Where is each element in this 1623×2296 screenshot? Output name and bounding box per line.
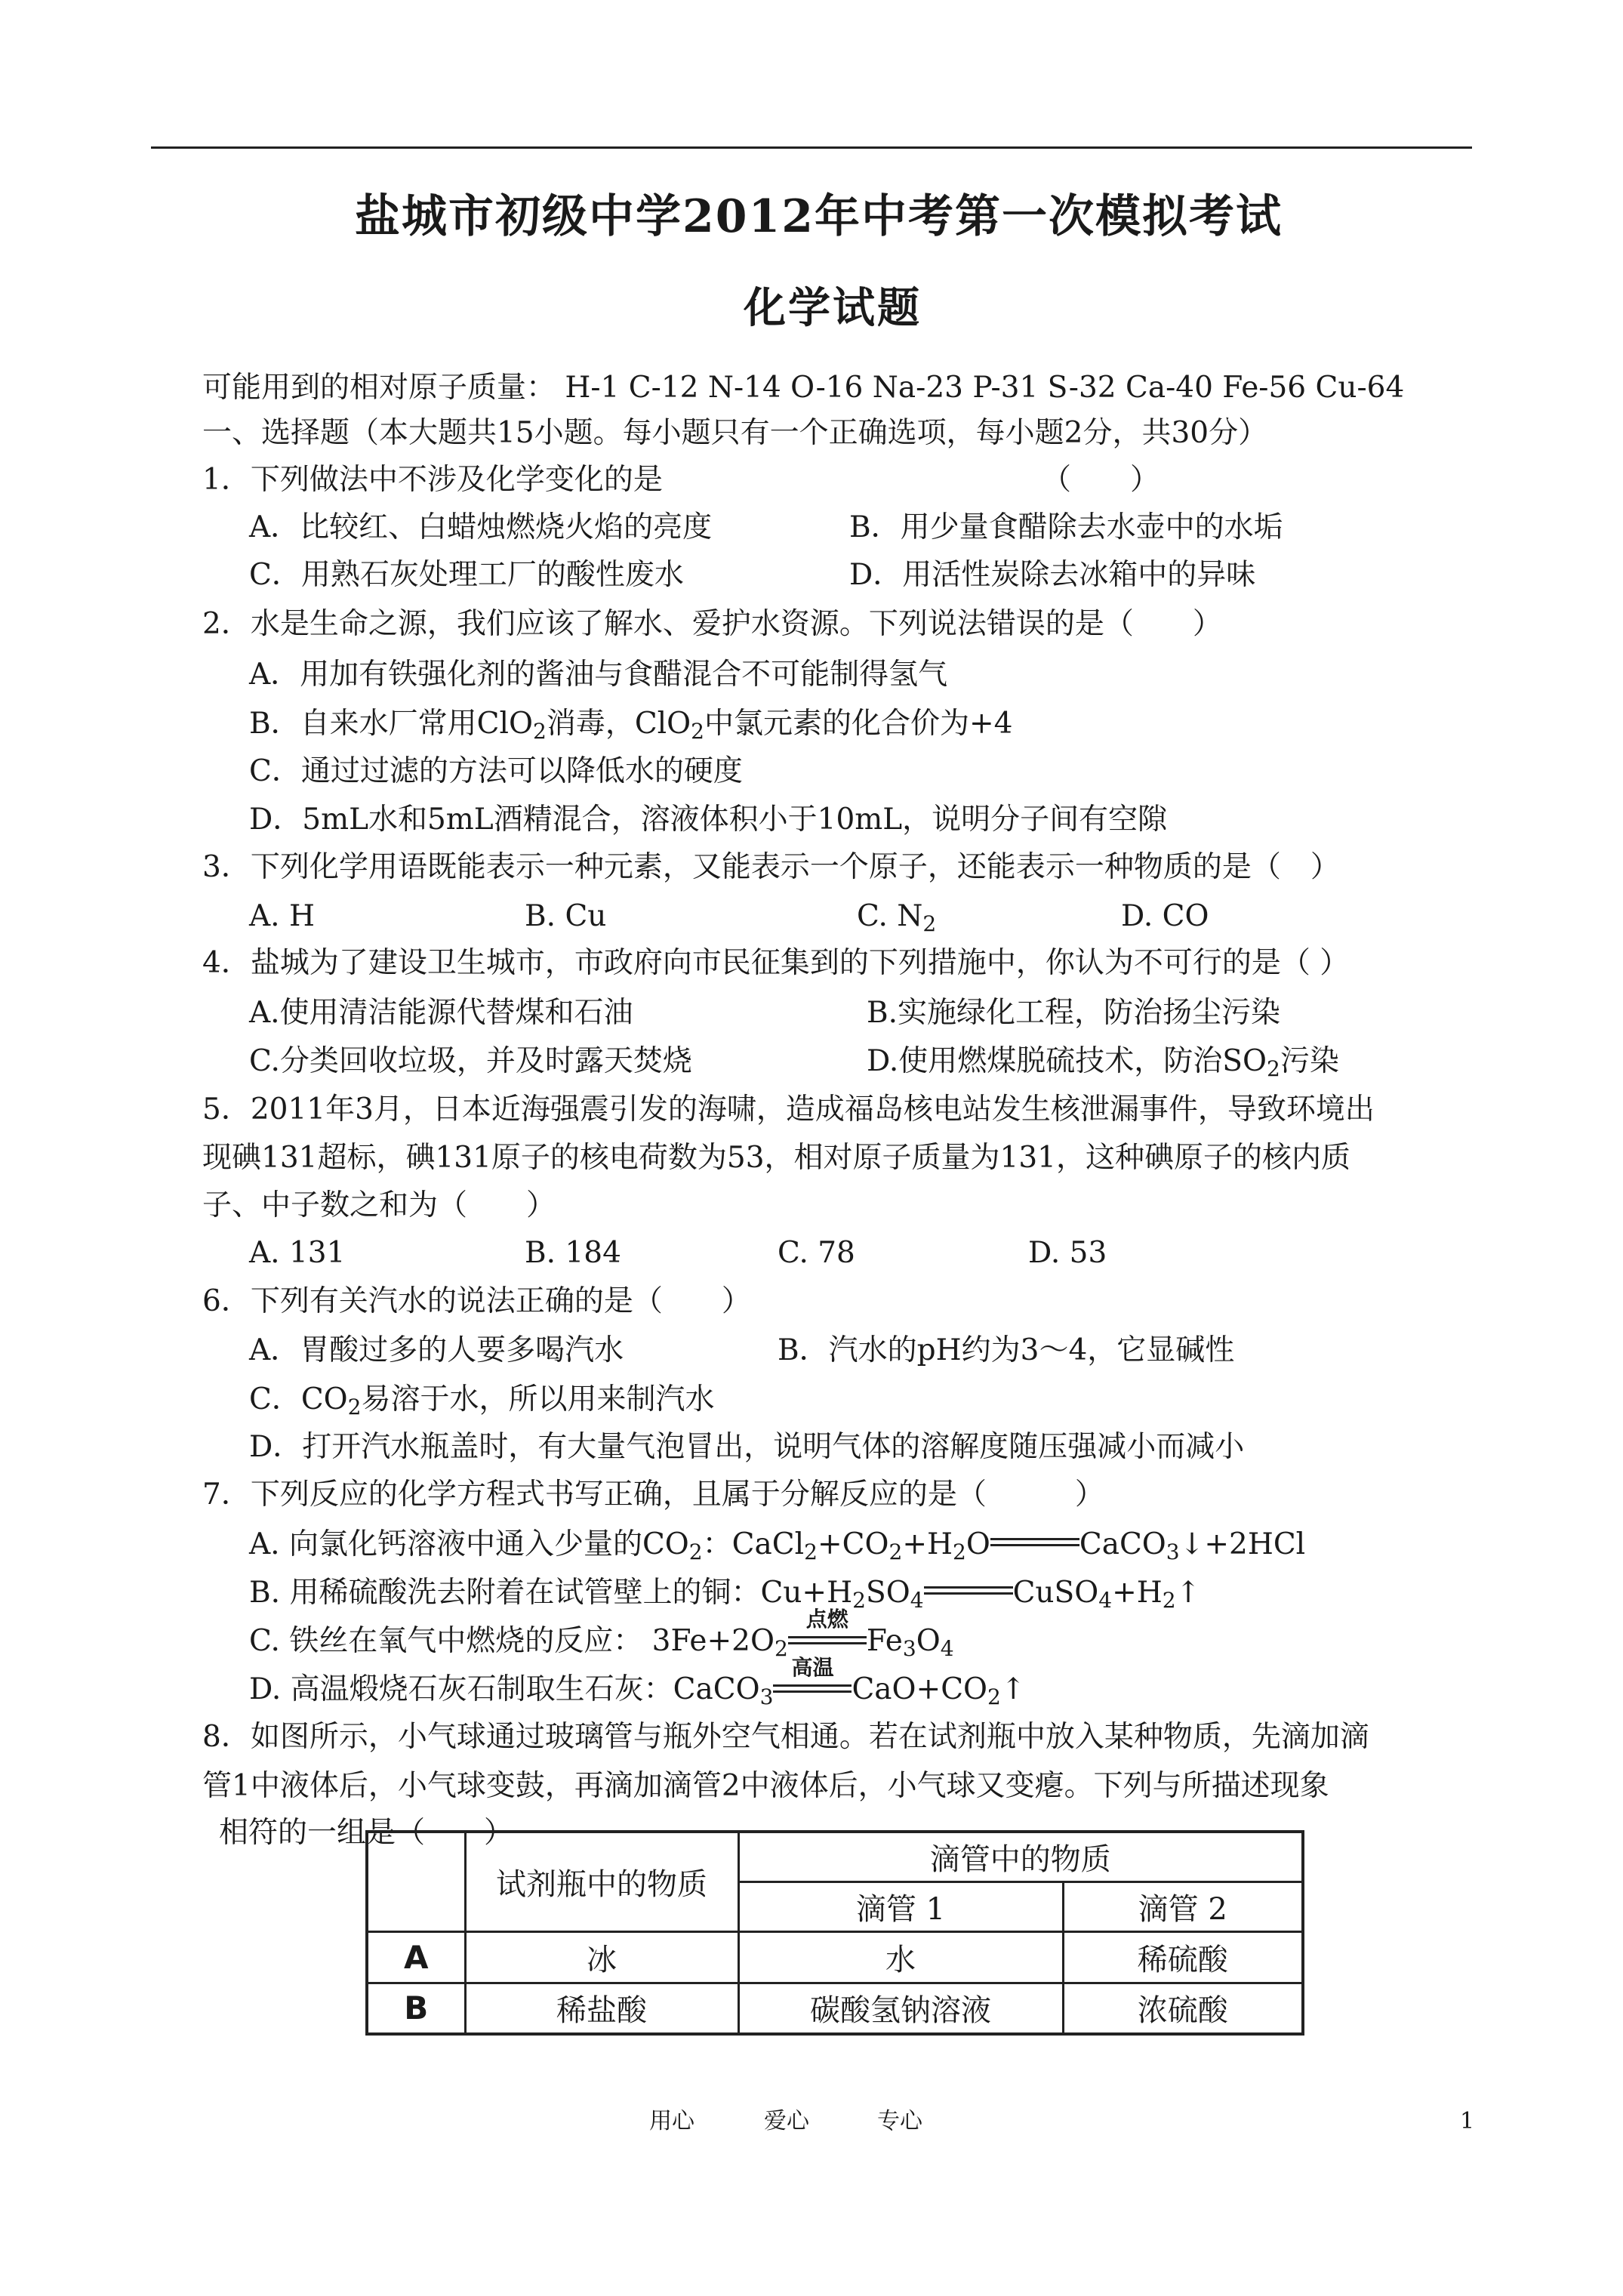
footer-word-1: 用心 — [649, 2108, 694, 2134]
row-dropper-2: 浓硫酸 — [1063, 1983, 1303, 2034]
q5-option-c: C. 78 — [778, 1236, 855, 1270]
row-dropper-1: 水 — [738, 1931, 1063, 1983]
q5-option-b: B. 184 — [525, 1236, 621, 1270]
section-heading: 一、选择题（本大题共15小题。每小题只有一个正确选项，每小题2分，共30分） — [202, 416, 1268, 450]
q2-option-d: D．5mL水和5mL酒精混合，溶液体积小于10mL，说明分子间有空隙 — [249, 803, 1168, 837]
table-header-dropper: 滴管中的物质 — [738, 1832, 1303, 1881]
q7-option-b: B. 用稀硫酸洗去附着在试管壁上的铜：$Cu+H_2SO_4$ $CuSO_4+H_2↑$ — [249, 1576, 1201, 1613]
q8-line-1: 8．如图所示，小气球通过玻璃管与瓶外空气相通。若在试剂瓶中放入某种物质，先滴加滴 — [202, 1720, 1369, 1754]
q1-option-c: C．用熟石灰处理工厂的酸性废水 — [249, 558, 684, 592]
table-row — [367, 1983, 1303, 2034]
q2-stem: 2．水是生命之源，我们应该了解水、爱护水资源。下列说法错误的是（ ） — [202, 607, 1222, 641]
row-reagent: 冰 — [465, 1931, 738, 1983]
q3-option-b: B. Cu — [525, 899, 607, 933]
q3-stem: 3．下列化学用语既能表示一种元素，又能表示一个原子，还能表示一种物质的是（ ） — [202, 850, 1340, 884]
q7-option-d: D. 高温煅烧石灰石制取生石灰：CaCO$_3$ 高温 $CaO+CO_2↑$ — [249, 1655, 1026, 1710]
atomic-masses-line: 可能用到的相对原子质量： H-1 C-12 N-14 O-16 Na-23 P-31 S-32 Ca-40 Fe-56 Cu-64 — [202, 371, 1405, 405]
page-subtitle: 化学试题 — [744, 283, 922, 333]
header-rule — [151, 146, 1472, 149]
q8-line-2: 管1中液体后，小气球变鼓，再滴加滴管2中液体后，小气球又变瘪。下列与所描述现象 — [202, 1769, 1329, 1803]
q6-option-a: A．胃酸过多的人要多喝汽水 — [249, 1333, 624, 1367]
q4-option-b: B.实施绿化工程，防治扬尘污染 — [867, 996, 1281, 1030]
q6-option-b: B．汽水的pH约为3～4，它显碱性 — [778, 1333, 1235, 1367]
q5-line-2: 现碘131超标，碘131原子的核电荷数为53，相对原子质量为131，这种碘原子的核内质 — [202, 1141, 1350, 1175]
q1-option-d: D．用活性炭除去冰箱中的异味 — [849, 558, 1256, 592]
equals-sign — [924, 1579, 1013, 1604]
footer-word-3: 专心 — [877, 2108, 922, 2134]
table-corner-cell — [367, 1832, 465, 1931]
page-number: 1 — [1460, 2108, 1475, 2134]
q1-answer-paren: （ ） — [1042, 463, 1160, 497]
q1-option-b: B．用少量食醋除去水壶中的水垢 — [849, 510, 1283, 544]
q2-option-a: A．用加有铁强化剂的酱油与食醋混合不可能制得氢气 — [249, 658, 948, 692]
row-label: B — [367, 1983, 465, 2034]
reaction-condition: 点燃 — [788, 1628, 867, 1653]
q4-option-d: D.使用燃煤脱硫技术，防治$SO_2$污染 — [867, 1044, 1339, 1082]
q1-option-a: A．比较红、白蜡烛燃烧火焰的亮度 — [249, 510, 713, 544]
q8-table — [365, 1830, 1304, 2036]
table-row — [367, 1931, 1303, 1983]
row-reagent: 稀盐酸 — [465, 1983, 738, 2034]
reaction-condition: 高温 — [773, 1676, 852, 1702]
q8-line-3: 相符的一组是（ ） — [219, 1816, 514, 1850]
q7-option-c: C. 铁丝在氧气中燃烧的反应： $3Fe+2O_2$ 点燃 $Fe_3O_4$ — [249, 1607, 954, 1662]
row-label: A — [367, 1931, 465, 1983]
table-header-dropper-2: 滴管 2 — [1063, 1881, 1303, 1931]
q3-option-c: C. $N_2$ — [857, 899, 937, 937]
q1-stem: 1．下列做法中不涉及化学变化的是 — [202, 463, 663, 497]
q4-option-c: C.分类回收垃圾，并及时露天焚烧 — [249, 1044, 692, 1078]
q6-option-d: D．打开汽水瓶盖时，有大量气泡冒出，说明气体的溶解度随压强减小而减小 — [249, 1430, 1245, 1464]
q7-stem: 7．下列反应的化学方程式书写正确，且属于分解反应的是（ ） — [202, 1478, 1104, 1512]
equals-sign — [990, 1531, 1079, 1555]
row-dropper-1: 碳酸氢钠溶液 — [738, 1983, 1063, 2034]
q5-option-d: D. 53 — [1028, 1236, 1107, 1270]
q2-option-c: C．通过过滤的方法可以降低水的硬度 — [249, 754, 743, 788]
q6-option-c: C．$CO_2$易溶于水，所以用来制汽水 — [249, 1382, 715, 1420]
q4-option-a: A.使用清洁能源代替煤和石油 — [249, 996, 633, 1030]
footer-word-2: 爱心 — [764, 2108, 809, 2134]
q2-option-b: B．自来水厂常用ClO$_2$消毒，ClO$_2$中氯元素的化合价为+4 — [249, 707, 1013, 744]
page-title: 盐城市初级中学2012年中考第一次模拟考试 — [355, 190, 1283, 243]
table-header-dropper-1: 滴管 1 — [738, 1881, 1063, 1931]
q5-option-a: A. 131 — [249, 1236, 346, 1270]
q4-stem: 4．盐城为了建设卫生城市，市政府向市民征集到的下列措施中，你认为不可行的是（ ） — [202, 946, 1350, 980]
q3-option-d: D. CO — [1121, 899, 1209, 933]
row-dropper-2: 稀硫酸 — [1063, 1931, 1303, 1983]
table-header-reagent: 试剂瓶中的物质 — [465, 1832, 738, 1931]
q5-line-3: 子、中子数之和为（ ） — [202, 1188, 556, 1222]
q6-stem: 6．下列有关汽水的说法正确的是（ ） — [202, 1284, 751, 1318]
q3-option-a: A. H — [249, 899, 315, 933]
q7-option-a: A. 向氯化钙溶液中通入少量的$CO_2$：$CaCl_2+CO_2+H_2O$ CaCO$_3$↓+2HCl — [249, 1527, 1306, 1565]
q5-line-1: 5．2011年3月，日本近海强震引发的海啸，造成福岛核电站发生核泄漏事件，导致环境出 — [202, 1093, 1375, 1126]
